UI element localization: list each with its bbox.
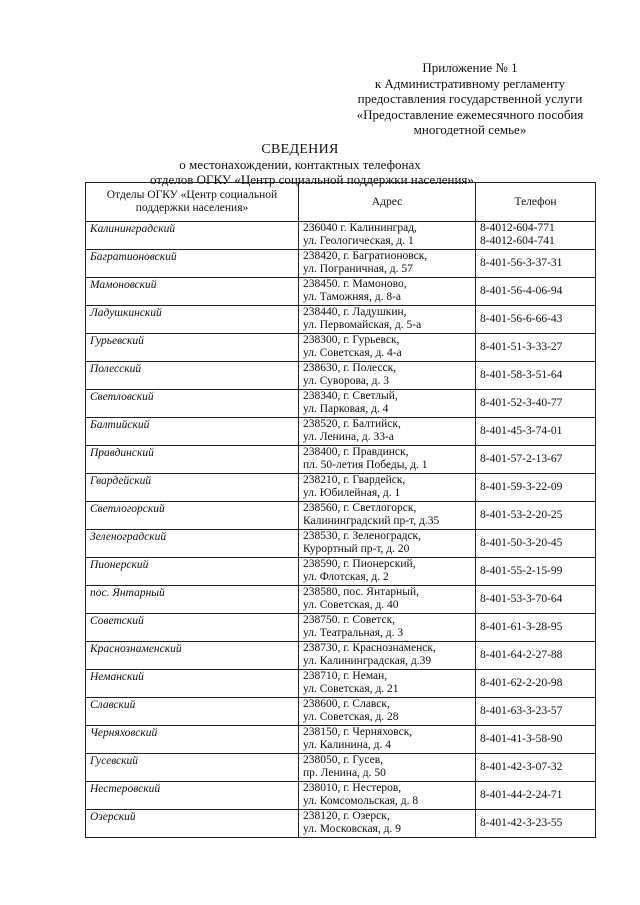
- address-line-2: ул. Геологическая, д. 1: [303, 234, 414, 247]
- address-line-1: 238590, г. Пионерский,: [303, 558, 416, 570]
- department-name: Зеленоградский: [86, 530, 299, 558]
- department-name: пос. Янтарный: [86, 586, 299, 614]
- department-name: Полесский: [86, 362, 299, 390]
- department-name: Краснознаменский: [86, 642, 299, 670]
- department-phone: [476, 390, 596, 418]
- address-line-1: 238600, г. Славск,: [303, 698, 390, 710]
- appendix-note: [340, 60, 600, 138]
- table-row: [86, 446, 596, 474]
- document-subtitle-line-1: о местонахождении, контактных телефонах: [179, 157, 421, 172]
- address-line-1: 238150, г. Черняховск,: [303, 726, 413, 738]
- phone-number: 8-401-45-3-74-01: [480, 425, 563, 438]
- appendix-line-1: Приложение № 1: [422, 60, 518, 75]
- department-name: Неманский: [86, 670, 299, 698]
- address-line-1: 238450. г. Мамоново,: [303, 278, 407, 290]
- department-address: [299, 754, 476, 782]
- address-line-2: ул. Юбилейная, д. 1: [303, 486, 401, 499]
- department-address: [299, 474, 476, 502]
- address-line-2: Курортный пр-т, д. 20: [303, 542, 410, 555]
- department-phone: [476, 418, 596, 446]
- department-phone: [476, 250, 596, 278]
- address-line-2: ул. Таможняя, д. 8-а: [303, 290, 402, 303]
- phone-number: 8-401-62-2-20-98: [480, 677, 563, 690]
- department-name: Балтийский: [86, 418, 299, 446]
- department-name: Гусевский: [86, 754, 299, 782]
- department-address: [299, 698, 476, 726]
- department-address: [299, 586, 476, 614]
- table-row: [86, 278, 596, 306]
- phone-number: 8-401-55-2-15-99: [480, 565, 563, 578]
- header-department-line-2: поддержки населения»: [135, 202, 249, 214]
- address-line-2: ул. Советская, д. 21: [303, 682, 399, 695]
- phone-number: 8-4012-604-771: [480, 222, 555, 234]
- table-row: [86, 670, 596, 698]
- table-row: [86, 502, 596, 530]
- phone-number: 8-401-63-3-23-57: [480, 705, 563, 718]
- document-heading: [150, 142, 474, 187]
- department-name: Багратионовский: [86, 250, 299, 278]
- table-row: [86, 250, 596, 278]
- department-phone: [476, 446, 596, 474]
- phone-number: 8-401-59-3-22-09: [480, 481, 563, 494]
- department-name: Нестеровский: [86, 782, 299, 810]
- address-line-2: ул. Калининградская, д.39: [303, 654, 432, 667]
- table-row: [86, 726, 596, 754]
- address-line-1: 238580, пос. Янтарный,: [303, 586, 420, 598]
- table-row: [86, 474, 596, 502]
- table-row: [86, 390, 596, 418]
- department-address: [299, 726, 476, 754]
- department-name: Мамоновский: [86, 278, 299, 306]
- department-phone: [476, 586, 596, 614]
- appendix-line-4: «Предоставление ежемесячного пособия: [356, 106, 584, 122]
- table-row: [86, 334, 596, 362]
- address-line-2: Калининградский пр-т, д.35: [303, 514, 440, 527]
- address-line-2: ул. Пограничная, д. 57: [303, 262, 413, 275]
- department-address: [299, 278, 476, 306]
- phone-number: 8-401-51-3-33-27: [480, 341, 563, 354]
- department-address: [299, 670, 476, 698]
- address-line-2: ул. Суворова, д. 3: [303, 374, 389, 387]
- table-row: [86, 362, 596, 390]
- department-phone: [476, 222, 596, 250]
- address-line-1: 238630, г. Полесск,: [303, 362, 397, 374]
- address-line-2: ул. Советская, д. 4-а: [303, 346, 402, 359]
- department-name: Советский: [86, 614, 299, 642]
- department-address: [299, 810, 476, 838]
- department-phone: [476, 614, 596, 642]
- phone-number: 8-401-42-3-07-32: [480, 761, 563, 774]
- address-line-1: 238530, г. Зеленоградск,: [303, 530, 422, 542]
- department-name: Гурьевский: [86, 334, 299, 362]
- department-address: [299, 502, 476, 530]
- department-name: Ладушкинский: [86, 306, 299, 334]
- document-title: СВЕДЕНИЯ: [261, 142, 339, 157]
- department-phone: [476, 362, 596, 390]
- department-address: [299, 334, 476, 362]
- department-name: Гвардейский: [86, 474, 299, 502]
- address-line-2: ул. Московская, д. 9: [303, 822, 401, 835]
- department-phone: [476, 810, 596, 838]
- departments-table: [85, 182, 596, 838]
- address-line-2: пр. Ленина, д. 50: [303, 766, 386, 779]
- phone-number: 8-401-41-3-58-90: [480, 733, 563, 746]
- appendix-line-5: многодетной семье»: [413, 122, 527, 137]
- phone-number: 8-401-58-3-51-64: [480, 369, 563, 382]
- department-phone: [476, 474, 596, 502]
- header-address: Адрес: [299, 183, 476, 222]
- table-row: [86, 698, 596, 726]
- address-line-1: 238120, г. Озерск,: [303, 810, 390, 822]
- department-address: [299, 250, 476, 278]
- department-address: [299, 306, 476, 334]
- department-name: Черняховский: [86, 726, 299, 754]
- address-line-2: ул. Ленина, д. 33-а: [303, 430, 394, 443]
- department-phone: [476, 502, 596, 530]
- address-line-1: 236040 г. Калининград,: [303, 222, 417, 234]
- document-subtitle-line-2: отделов ОГКУ «Центр социальной поддержки населения»: [150, 172, 474, 187]
- address-line-2: ул. Советская, д. 28: [303, 710, 399, 723]
- department-phone: [476, 782, 596, 810]
- department-name: Озерский: [86, 810, 299, 838]
- table-row: [86, 530, 596, 558]
- phone-number: 8-401-64-2-27-88: [480, 649, 563, 662]
- department-address: [299, 782, 476, 810]
- address-line-1: 238440, г. Ладушкин,: [303, 306, 407, 318]
- address-line-1: 238340, г. Светлый,: [303, 390, 398, 402]
- department-address: [299, 558, 476, 586]
- department-address: [299, 614, 476, 642]
- phone-number: 8-401-52-3-40-77: [480, 397, 563, 410]
- department-phone: [476, 306, 596, 334]
- address-line-2: ул. Театральная, д. 3: [303, 626, 404, 639]
- address-line-2: ул. Комсомольская, д. 8: [303, 794, 419, 807]
- table-row: [86, 642, 596, 670]
- department-name: Пионерский: [86, 558, 299, 586]
- department-phone: [476, 670, 596, 698]
- address-line-1: 238750. г. Советск,: [303, 614, 396, 626]
- address-line-1: 238710, г. Неман,: [303, 670, 388, 682]
- table-body: [86, 222, 596, 838]
- department-phone: [476, 530, 596, 558]
- table-row: [86, 782, 596, 810]
- address-line-2: ул. Калинина, д. 4: [303, 738, 392, 751]
- department-name: Калининградский: [86, 222, 299, 250]
- department-phone: [476, 726, 596, 754]
- department-phone: [476, 558, 596, 586]
- appendix-line-3: предоставления государственной услуги: [357, 91, 583, 106]
- department-name: Светловский: [86, 390, 299, 418]
- department-phone: [476, 642, 596, 670]
- phone-number: 8-401-56-6-66-43: [480, 313, 563, 326]
- table-row: [86, 586, 596, 614]
- phone-number: 8-401-56-4-06-94: [480, 285, 563, 298]
- phone-number: 8-401-44-2-24-71: [480, 789, 563, 802]
- address-line-1: 238010, г. Нестеров,: [303, 782, 402, 794]
- department-phone: [476, 754, 596, 782]
- address-line-1: 238400, г. Правдинск,: [303, 446, 409, 458]
- address-line-1: 238560, г. Светлогорск,: [303, 502, 417, 514]
- header-department-line-1: Отделы ОГКУ «Центр социальной: [106, 189, 278, 201]
- table-header-row: [86, 183, 596, 222]
- address-line-1: 238050, г. Гусев,: [303, 754, 384, 766]
- phone-number: 8-401-53-2-20-25: [480, 509, 563, 522]
- appendix-line-2: к Административному регламенту: [374, 75, 566, 91]
- address-line-2: ул. Первомайская, д. 5-а: [303, 318, 422, 331]
- department-name: Правдинский: [86, 446, 299, 474]
- address-line-2: ул. Советская, д. 40: [303, 598, 399, 611]
- department-phone: [476, 698, 596, 726]
- table-row: [86, 754, 596, 782]
- phone-number: 8-401-53-3-70-64: [480, 593, 563, 606]
- department-address: [299, 446, 476, 474]
- address-line-2: ул. Парковая, д. 4: [303, 402, 389, 415]
- header-phone: Телефон: [476, 183, 596, 222]
- address-line-1: 238210, г. Гвардейск,: [303, 474, 406, 486]
- department-phone: [476, 278, 596, 306]
- address-line-2: пл. 50-летия Победы, д. 1: [303, 458, 428, 471]
- department-name: Светлогорский: [86, 502, 299, 530]
- header-department: [86, 183, 299, 222]
- address-line-1: 238420, г. Багратионовск,: [303, 250, 428, 262]
- department-address: [299, 390, 476, 418]
- department-address: [299, 530, 476, 558]
- table-row: [86, 810, 596, 838]
- address-line-1: 238730, г. Краснознаменск,: [303, 642, 436, 654]
- department-name: Славский: [86, 698, 299, 726]
- table-row: [86, 614, 596, 642]
- address-line-1: 238520, г. Балтийск,: [303, 418, 401, 430]
- table-row: [86, 222, 596, 250]
- department-address: [299, 418, 476, 446]
- department-phone: [476, 334, 596, 362]
- table-row: [86, 558, 596, 586]
- phone-number: 8-401-56-3-37-31: [480, 257, 563, 270]
- phone-number: 8-401-42-3-23-55: [480, 817, 563, 830]
- phone-number-secondary: 8-4012-604-741: [480, 234, 555, 247]
- address-line-2: ул. Флотская, д. 2: [303, 570, 389, 583]
- table-row: [86, 418, 596, 446]
- department-address: [299, 222, 476, 250]
- phone-number: 8-401-50-3-20-45: [480, 537, 563, 550]
- department-address: [299, 642, 476, 670]
- department-address: [299, 362, 476, 390]
- phone-number: 8-401-61-3-28-95: [480, 621, 563, 634]
- table-row: [86, 306, 596, 334]
- phone-number: 8-401-57-2-13-67: [480, 453, 563, 466]
- address-line-1: 238300, г. Гурьевск,: [303, 334, 400, 346]
